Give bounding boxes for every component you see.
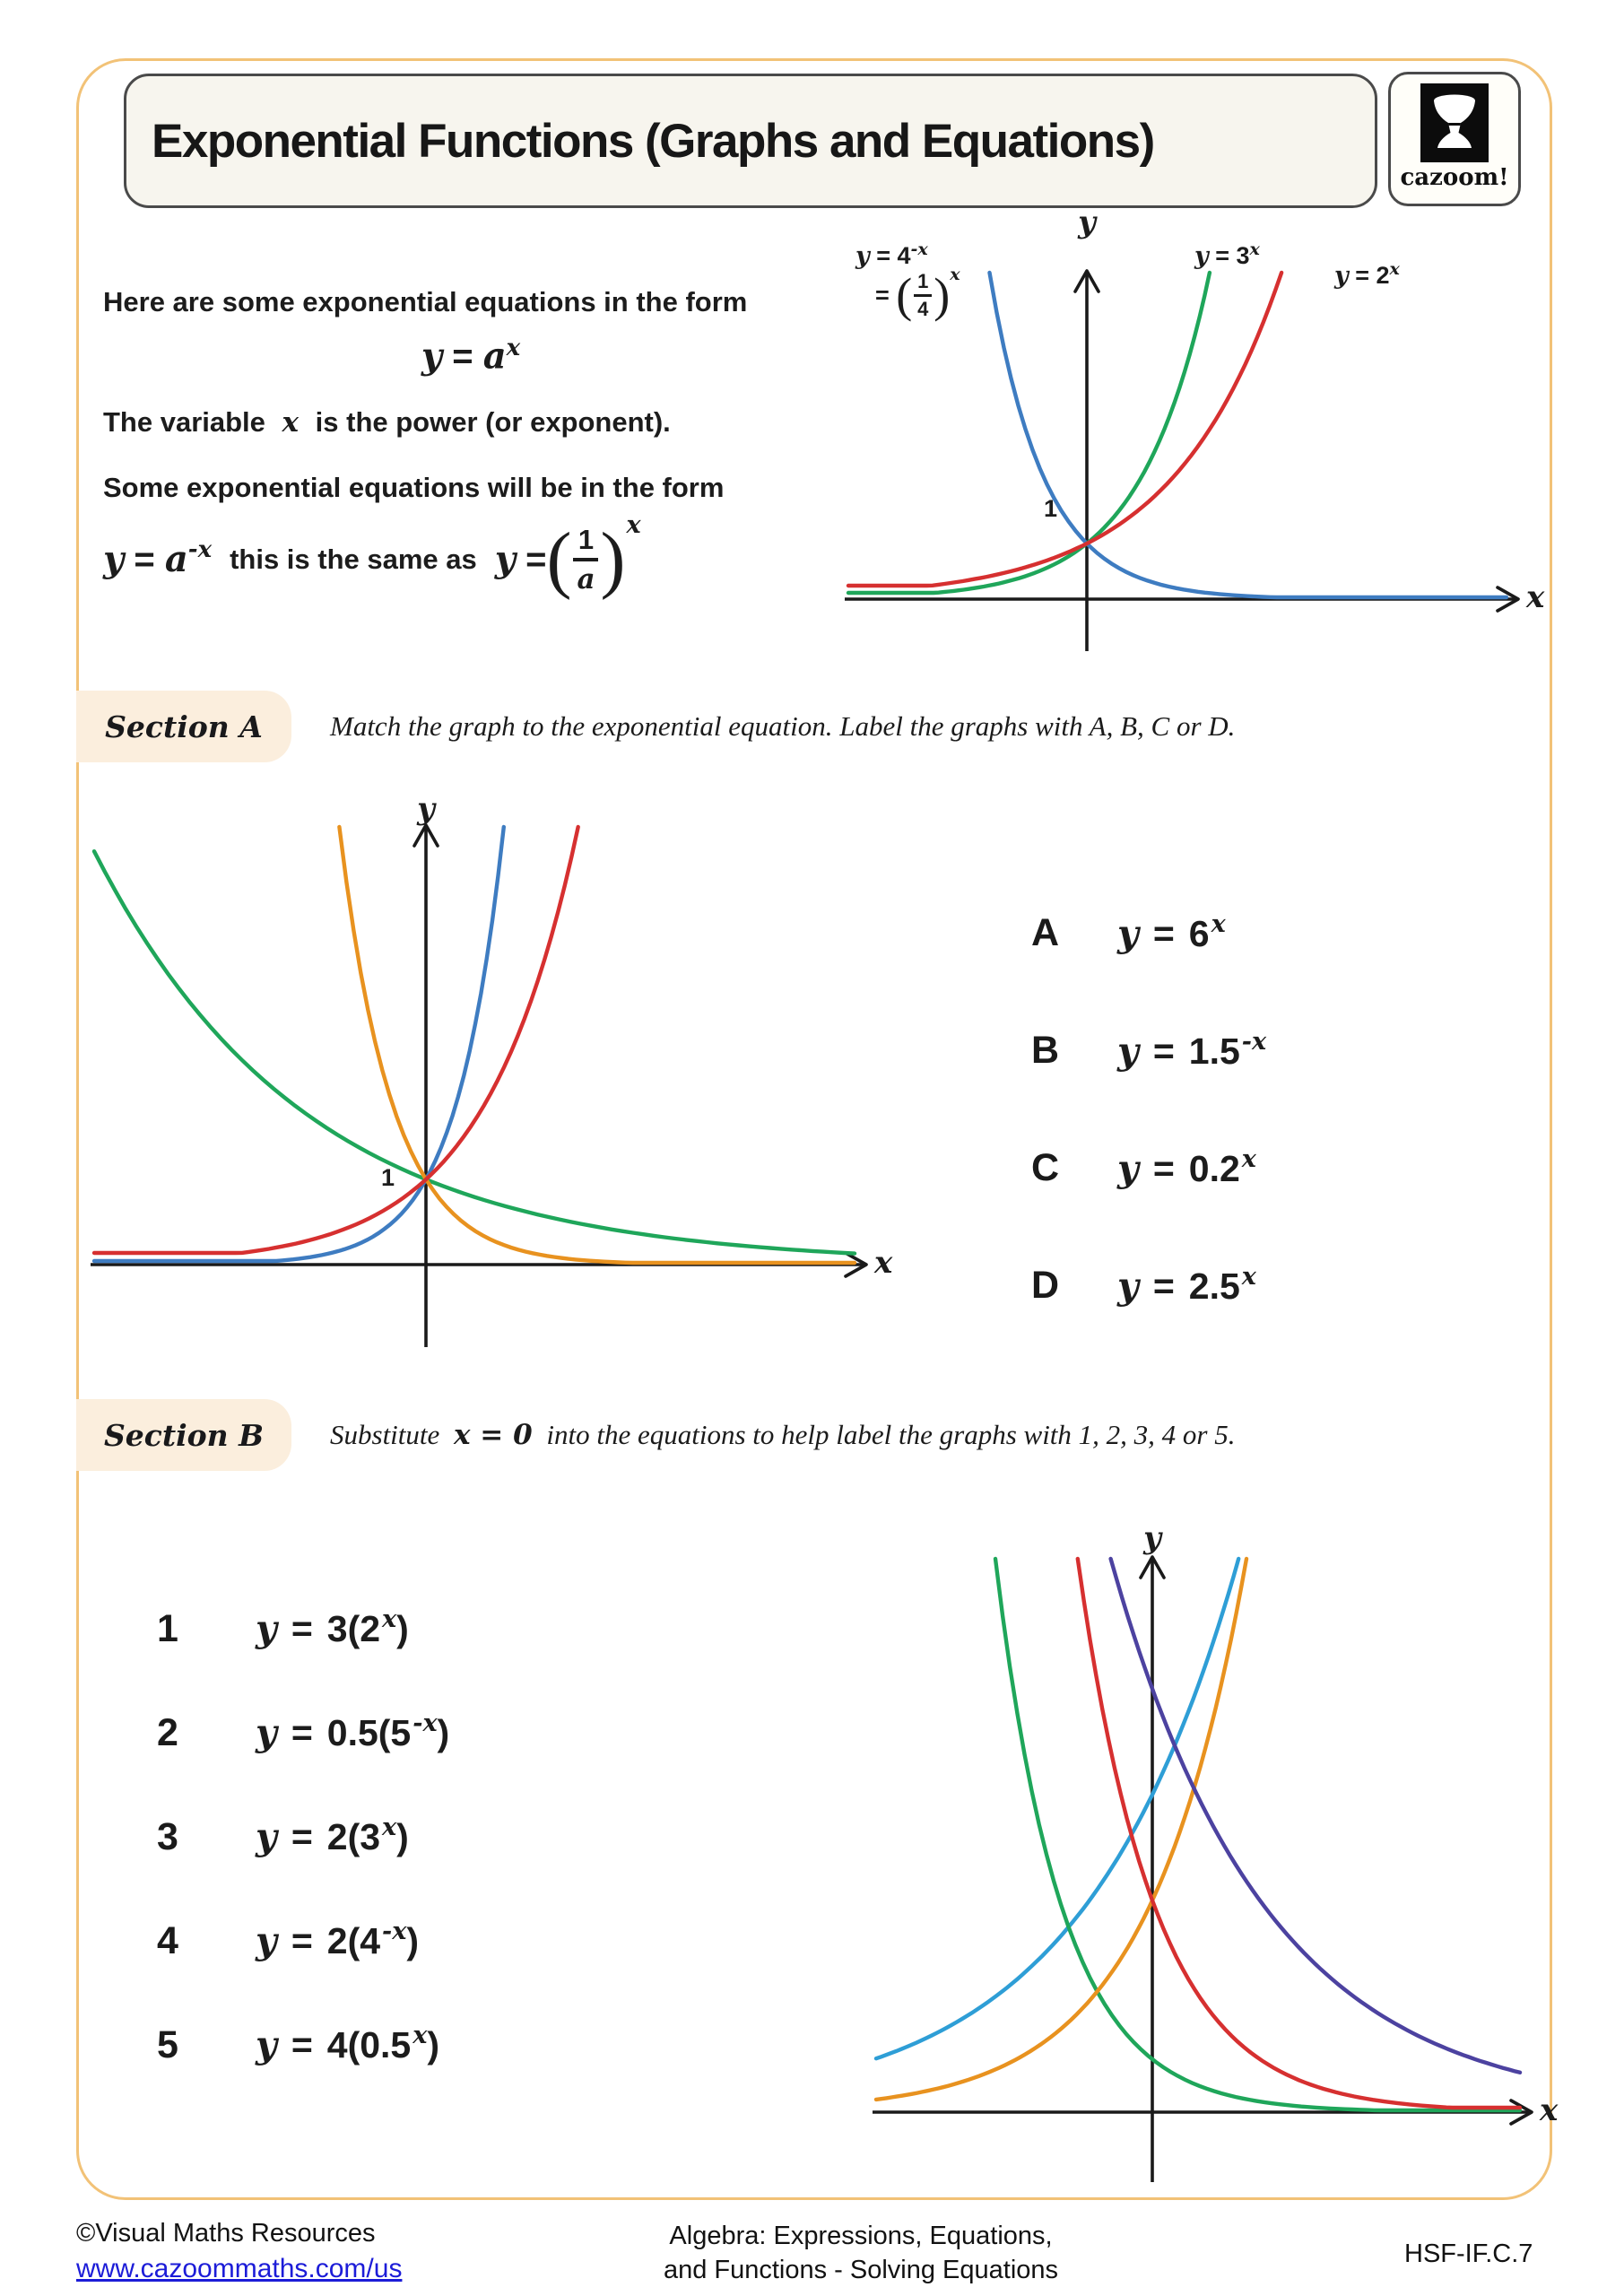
section-a-label: Section A bbox=[76, 691, 291, 762]
footer-url-link[interactable]: www.cazoommaths.com/us bbox=[76, 2254, 403, 2283]
x-axis-label: x bbox=[1526, 579, 1545, 615]
x-axis-label: x bbox=[1540, 2092, 1559, 2128]
equation-text: $y = 3(2^x)$ bbox=[256, 1605, 409, 1650]
section-a-graph-canvas bbox=[85, 789, 901, 1372]
intro-line-3: Some exponential equations will be in the form bbox=[103, 471, 725, 503]
equation-text: $y = 2.5^x$ bbox=[1117, 1262, 1256, 1308]
intro-line-2: The variable x is the power (or exponent). bbox=[103, 406, 671, 439]
formula-a-negative-x: $y = a^{-x}$ this is the same as y = ( $\frac{1}{a}$ ) x bbox=[103, 511, 641, 601]
cazoom-logo bbox=[1388, 72, 1521, 206]
page-title: Exponential Functions (Graphs and Equations) bbox=[152, 114, 1154, 168]
section-b-label: Section B bbox=[76, 1399, 291, 1471]
equation-text: $y = 2(4^{-x})$ bbox=[256, 1918, 420, 1962]
formula-y-equals-a-to-x: $y = a^x$ bbox=[421, 334, 521, 378]
section-b-equations bbox=[157, 1577, 449, 2097]
equation-row bbox=[1031, 992, 1266, 1109]
djembe-drum-icon bbox=[1420, 83, 1489, 162]
footer-copyright: ©Visual Maths Resources www.cazoommaths.com/us bbox=[76, 2219, 403, 2283]
section-a-equations bbox=[1031, 874, 1266, 1344]
equation-text: $y = 0.2^x$ bbox=[1117, 1144, 1256, 1190]
equation-row bbox=[1031, 1109, 1266, 1227]
curve-label-3-x: $y = 3^x$ bbox=[1194, 239, 1260, 270]
equation-label: B bbox=[1031, 1029, 1060, 1072]
intro-graph bbox=[843, 204, 1571, 667]
y-axis-label: y bbox=[1143, 1520, 1161, 1556]
equation-label: C bbox=[1031, 1146, 1060, 1189]
equation-text: $y = 2(3^x)$ bbox=[256, 1813, 409, 1858]
fraction-one-over-a: $\frac{1}{a}$ bbox=[573, 526, 598, 594]
equation-label: 4 bbox=[157, 1918, 178, 1962]
equation-text: $y = 4(0.5^x)$ bbox=[256, 2022, 439, 2066]
fraction-one-quarter: $\frac{1}{4}$ bbox=[914, 272, 932, 319]
y-intercept-label: 1 bbox=[381, 1164, 395, 1191]
footer-category: Algebra: Expressions, Equations, and Functions - Solving Equations bbox=[663, 2222, 1059, 2285]
footer-standard-code: HSF-IF.C.7 bbox=[1404, 2239, 1533, 2268]
equation-row bbox=[157, 1889, 449, 1993]
section-b-instruction: Substitute x = 0 into the equations to help label the graphs with 1, 2, 3, 4 or 5. bbox=[330, 1419, 1236, 1451]
section-b-graph bbox=[847, 1520, 1601, 2211]
equation-label: A bbox=[1031, 911, 1060, 954]
equation-row bbox=[157, 1785, 449, 1889]
equation-label: 2 bbox=[157, 1710, 178, 1754]
y-intercept-label: 1 bbox=[1044, 495, 1058, 522]
variable-x: x bbox=[282, 406, 300, 439]
intro-text bbox=[103, 285, 838, 601]
equation-label: 5 bbox=[157, 2022, 178, 2066]
equation-row bbox=[157, 1993, 449, 2097]
section-a-graph bbox=[85, 789, 901, 1381]
equation-text: $y = 1.5^{-x}$ bbox=[1117, 1027, 1267, 1073]
section-a-instruction: Match the graph to the exponential equation. Label the graphs with A, B, C or D. bbox=[330, 710, 1236, 742]
header bbox=[124, 74, 1377, 208]
equation-text: $y = 6^x$ bbox=[1117, 909, 1226, 955]
y-axis-label: y bbox=[417, 791, 435, 827]
equation-row bbox=[157, 1681, 449, 1785]
equation-label: 1 bbox=[157, 1606, 178, 1650]
equation-row bbox=[1031, 1227, 1266, 1344]
curve-label-4-neg-x: $y = 4^{-x}$ = ( $\frac{1}{4}$ ) x bbox=[855, 239, 960, 323]
y-axis-label: y bbox=[1078, 204, 1096, 240]
x-axis-label: x bbox=[874, 1245, 893, 1281]
equation-label: D bbox=[1031, 1264, 1060, 1307]
equation-row bbox=[157, 1577, 449, 1681]
equation-label: 3 bbox=[157, 1814, 178, 1858]
curve-label-2-x: $y = 2^x$ bbox=[1334, 259, 1400, 290]
intro-line-1: Here are some exponential equations in the form bbox=[103, 286, 748, 317]
logo-brand: cazoom! bbox=[1400, 164, 1509, 191]
section-b-graph-canvas bbox=[847, 1525, 1601, 2206]
equation-text: $y = 0.5(5^{-x})$ bbox=[256, 1709, 450, 1754]
equation-row bbox=[1031, 874, 1266, 992]
